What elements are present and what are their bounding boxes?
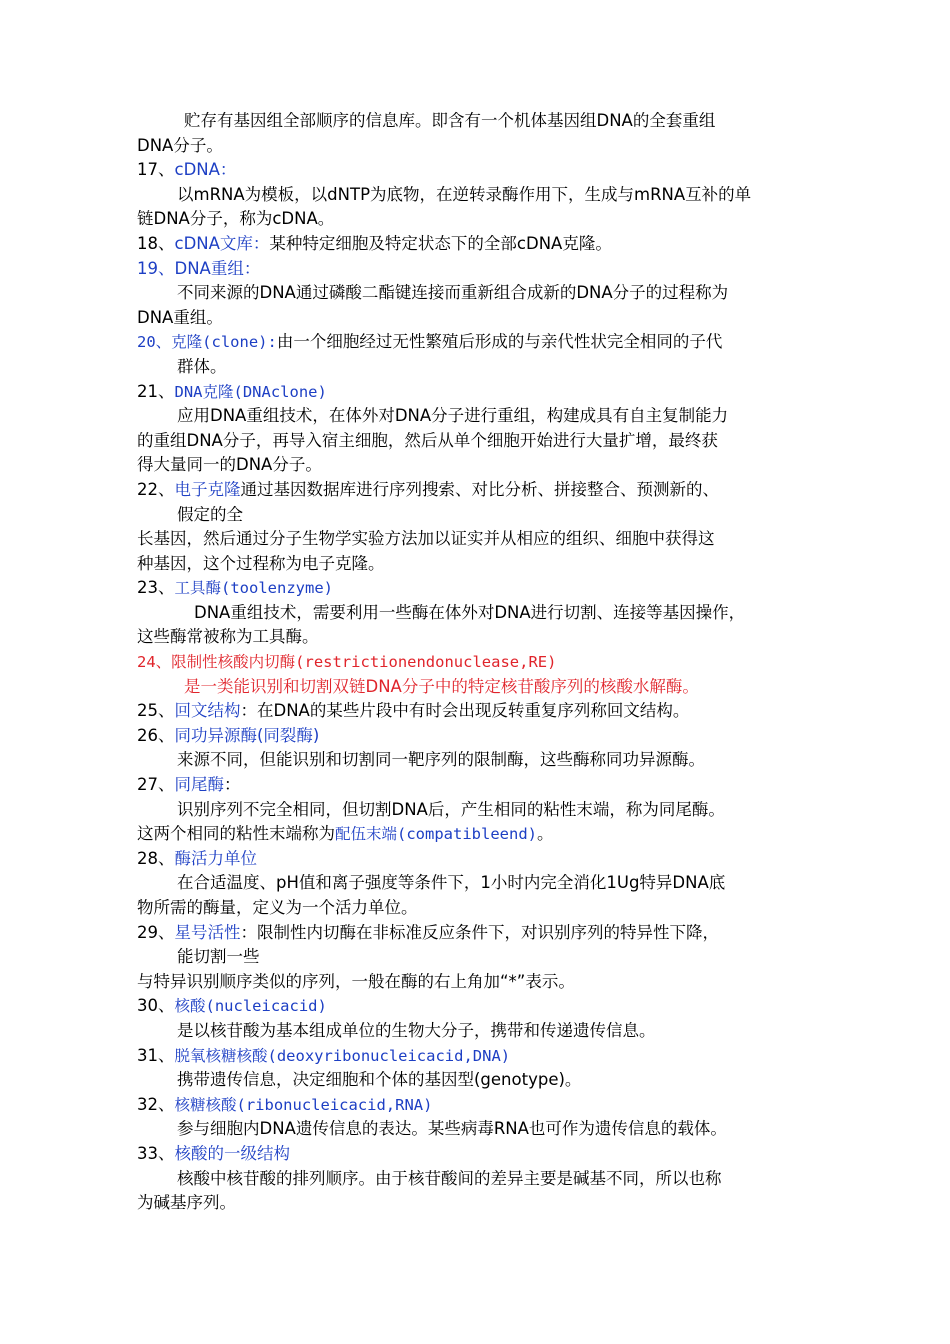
text-line: 假定的全 bbox=[177, 504, 243, 524]
term-name: 同尾酶 bbox=[174, 775, 224, 795]
term-heading-33 bbox=[137, 1142, 827, 1167]
term-name: 核糖核酸(ribonucleicacid,RNA) bbox=[174, 1095, 433, 1114]
term-number: 27、 bbox=[137, 775, 175, 795]
term-number: 22、 bbox=[137, 479, 175, 499]
term-number: 25、 bbox=[137, 701, 175, 721]
text-line: DNA重组技术，需要利用一些酶在体外对DNA进行切割、连接等基因操作， bbox=[194, 602, 746, 622]
term-heading-27 bbox=[137, 773, 827, 798]
term-heading-29 bbox=[137, 921, 827, 946]
text-fragment: 。 bbox=[536, 824, 554, 844]
text-line: 以mRNA为模板，以dNTP为底物，在逆转录酶作用下，生成与mRNA互补的单 bbox=[177, 184, 752, 204]
text-line bbox=[137, 822, 827, 847]
text-line: 链DNA分子，称为cDNA。 bbox=[137, 209, 335, 229]
term-number: 33、 bbox=[137, 1143, 175, 1163]
term-number: 18、 bbox=[137, 233, 175, 253]
term-heading-24: 24、限制性核酸内切酶(restrictionendonuclease,RE) bbox=[137, 653, 557, 672]
term-name: 核酸的一级结构 bbox=[174, 1143, 290, 1163]
text-line: 贮存有基因组全部顺序的信息库。即含有一个机体基因组DNA的全套重组 bbox=[184, 111, 716, 130]
term-heading-32 bbox=[137, 1093, 827, 1118]
text-line: 种基因，这个过程称为电子克隆。 bbox=[137, 553, 385, 573]
term-definition: 由一个细胞经过无性繁殖后形成的与亲代性状完全相同的子代 bbox=[276, 332, 723, 352]
term-heading-28 bbox=[137, 847, 827, 872]
term-definition: ：限制性内切酶在非标准反应条件下，对识别序列的特异性下降， bbox=[240, 922, 719, 942]
term-definition: 某种特定细胞及特定状态下的全部cDNA克隆。 bbox=[269, 233, 612, 253]
text-line: 来源不同，但能识别和切割同一靶序列的限制酶，这些酶称同功异源酶。 bbox=[177, 750, 705, 770]
term-name: 回文结构 bbox=[174, 701, 241, 721]
term-number: 30、 bbox=[137, 996, 175, 1016]
text-line: 核酸中核苷酸的排列顺序。由于核苷酸间的差异主要是碱基不同，所以也称 bbox=[177, 1168, 722, 1188]
term-number: 28、 bbox=[137, 848, 175, 868]
text-line: DNA重组。 bbox=[137, 307, 223, 327]
term-name: 星号活性 bbox=[174, 922, 241, 942]
term-name: cDNA文库： bbox=[174, 233, 270, 253]
term-name: 酶活力单位 bbox=[174, 848, 257, 868]
term-heading-21 bbox=[137, 380, 827, 405]
term-name: 20、克隆(clone): bbox=[137, 333, 277, 352]
text-line: 长基因，然后通过分子生物学实验方法加以证实并从相应的组织、细胞中获得这 bbox=[137, 529, 715, 549]
term-heading-22 bbox=[137, 478, 827, 503]
term-definition: 通过基因数据库进行序列搜索、对比分析、拼接整合、预测新的、 bbox=[240, 479, 719, 499]
term-number: 21、 bbox=[137, 381, 175, 401]
text-line: 不同来源的DNA通过磷酸二酯键连接而重新组合成新的DNA分子的过程称为 bbox=[177, 283, 729, 303]
term-heading-25 bbox=[137, 699, 827, 724]
text-line: 物所需的酶量，定义为一个活力单位。 bbox=[137, 898, 418, 917]
term-number: 32、 bbox=[137, 1094, 175, 1114]
term-heading-30 bbox=[137, 994, 827, 1019]
text-line: 是以核苷酸为基本组成单位的生物大分子，携带和传递遗传信息。 bbox=[177, 1020, 656, 1040]
text-line: 这些酶常被称为工具酶。 bbox=[137, 627, 319, 647]
term-definition: ：在DNA的某些片段中有时会出现反转重复序列称回文结构。 bbox=[240, 701, 690, 721]
term-definition: ： bbox=[224, 775, 241, 795]
term-heading-26 bbox=[137, 724, 827, 749]
text-line: 的重组DNA分子，再导入宿主细胞，然后从单个细胞开始进行大量扩增，最终获 bbox=[137, 430, 718, 450]
term-name: DNA克隆(DNAclone) bbox=[174, 382, 327, 401]
term-number: 26、 bbox=[137, 725, 175, 745]
term-heading-23 bbox=[137, 576, 827, 601]
text-line: 在合适温度、pH值和离子强度等条件下，1小时内完全消化1Ug特异DNA底 bbox=[177, 873, 726, 893]
term-name: 电子克隆 bbox=[174, 479, 241, 499]
term-name: 配伍末端(compatibleend) bbox=[335, 825, 537, 844]
term-number: 17、 bbox=[137, 160, 175, 180]
term-heading-18 bbox=[137, 232, 827, 257]
text-line: 得大量同一的DNA分子。 bbox=[137, 455, 322, 475]
text-line: 识别序列不完全相同，但切割DNA后，产生相同的粘性末端，称为同尾酶。 bbox=[177, 799, 725, 819]
term-heading-17 bbox=[137, 158, 827, 183]
term-name: 工具酶(toolenzyme) bbox=[174, 579, 333, 598]
document-page bbox=[137, 109, 827, 1216]
text-fragment: 这两个相同的粘性末端称为 bbox=[137, 824, 335, 844]
term-number: 29、 bbox=[137, 922, 175, 942]
term-heading-31 bbox=[137, 1044, 827, 1069]
red-definition-line: 是一类能识别和切割双链DNA分子中的特定核苷酸序列的核酸水解酶。 bbox=[184, 676, 699, 696]
text-line: 群体。 bbox=[177, 356, 227, 376]
term-name: 核酸(nucleicacid) bbox=[174, 997, 327, 1016]
term-name: 脱氧核糖核酸(deoxyribonucleicacid,DNA) bbox=[174, 1046, 511, 1065]
text-line: 携带遗传信息，决定细胞和个体的基因型(genotype)。 bbox=[177, 1070, 582, 1090]
text-line: 为碱基序列。 bbox=[137, 1193, 236, 1213]
text-line: 与特异识别顺序类似的序列，一般在酶的右上角加“*”表示。 bbox=[137, 971, 575, 991]
text-line: 参与细胞内DNA遗传信息的表达。某些病毒RNA也可作为遗传信息的载体。 bbox=[177, 1119, 727, 1139]
term-number: 31、 bbox=[137, 1045, 175, 1065]
term-heading-20 bbox=[137, 330, 827, 355]
term-name: cDNA： bbox=[174, 160, 237, 180]
term-number: 23、 bbox=[137, 578, 175, 598]
term-heading-19: 19、DNA重组： bbox=[137, 258, 261, 278]
term-name: 同功异源酶(同裂酶) bbox=[174, 725, 320, 745]
text-line: 能切割一些 bbox=[177, 947, 260, 967]
text-line: DNA分子。 bbox=[137, 135, 223, 155]
text-line: 应用DNA重组技术，在体外对DNA分子进行重组，构建成具有自主复制能力 bbox=[177, 406, 729, 426]
